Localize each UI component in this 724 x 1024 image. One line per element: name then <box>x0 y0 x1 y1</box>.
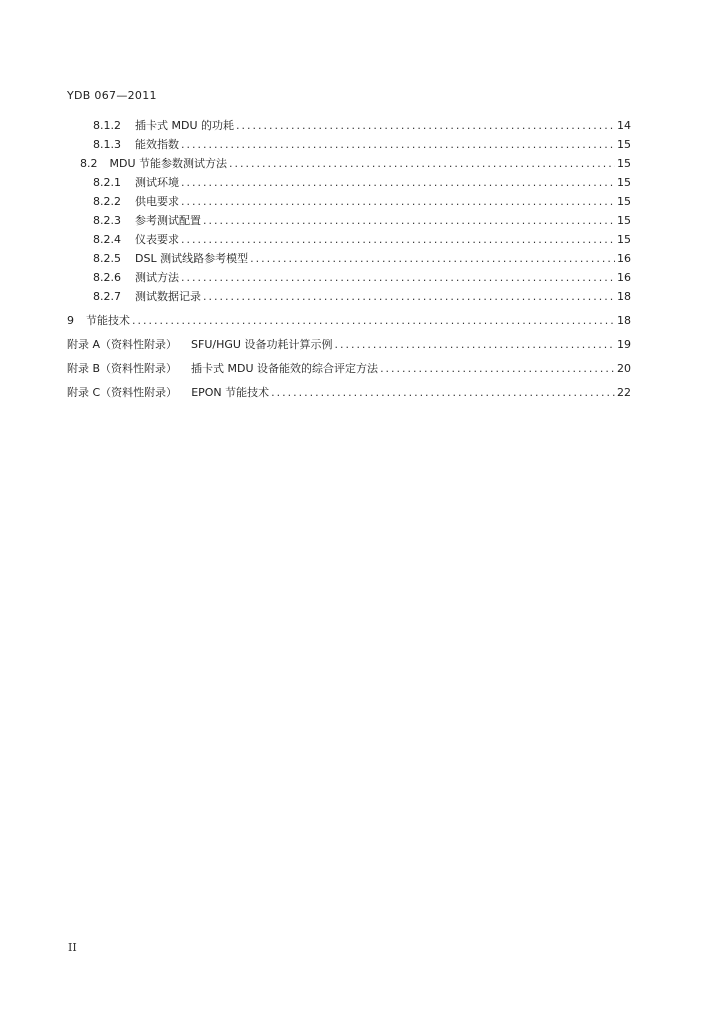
toc-leader-dots <box>181 194 615 210</box>
toc-entry-8-2-7[interactable] <box>93 289 631 305</box>
toc-entry-9[interactable] <box>67 313 631 329</box>
toc-entry-page: 16 <box>617 252 631 265</box>
toc-entry-page: 18 <box>617 314 631 327</box>
toc-entry-number: 附录 B（资料性附录） <box>67 362 178 375</box>
toc-entry-number: 8.2.1 <box>93 176 121 189</box>
toc-entry-number: 附录 A（资料性附录） <box>67 338 178 351</box>
toc-entry-8-2-4[interactable] <box>93 232 631 248</box>
toc-entry-8-2[interactable] <box>80 156 631 172</box>
toc-leader-dots <box>203 289 615 305</box>
toc-entry-page: 16 <box>617 271 631 284</box>
toc-leader-dots <box>181 137 615 153</box>
toc-leader-dots <box>181 175 615 191</box>
toc-entry-appendix-c[interactable] <box>67 385 631 401</box>
toc-entry-title: EPON 节能技术 <box>191 386 270 399</box>
toc-leader-dots <box>236 118 615 134</box>
toc-entry-8-1-3[interactable] <box>93 137 631 153</box>
toc-entry-title: 插卡式 MDU 的功耗 <box>135 119 235 132</box>
toc-leader-dots <box>203 213 615 229</box>
toc-entry-number: 8.1.3 <box>93 138 121 151</box>
toc-entry-page: 22 <box>617 386 631 399</box>
toc-entry-title: 供电要求 <box>135 195 179 208</box>
toc-entry-title: 节能技术 <box>86 314 130 327</box>
page-number-footer: II <box>68 941 77 954</box>
toc-entry-number: 8.2 <box>80 157 98 170</box>
toc-leader-dots <box>229 156 615 172</box>
toc-entry-8-2-3[interactable] <box>93 213 631 229</box>
toc-leader-dots <box>181 232 615 248</box>
toc-entry-title: 仪表要求 <box>135 233 179 246</box>
toc-entry-number: 8.2.4 <box>93 233 121 246</box>
toc-entry-number: 8.2.2 <box>93 195 121 208</box>
toc-entry-number: 8.2.3 <box>93 214 121 227</box>
toc-entry-title: 能效指数 <box>135 138 179 151</box>
toc-entry-title: 插卡式 MDU 设备能效的综合评定方法 <box>191 362 379 375</box>
toc-entry-number: 附录 C（资料性附录） <box>67 386 178 399</box>
toc-entry-page: 15 <box>617 138 631 151</box>
toc-entry-number: 8.2.5 <box>93 252 121 265</box>
toc-entry-page: 14 <box>617 119 631 132</box>
toc-entry-8-2-6[interactable] <box>93 270 631 286</box>
toc-entry-8-2-2[interactable] <box>93 194 631 210</box>
toc-entry-page: 19 <box>617 338 631 351</box>
toc-entry-page: 15 <box>617 176 631 189</box>
toc-entry-title: DSL 测试线路参考模型 <box>135 252 249 265</box>
toc-entry-number: 8.2.7 <box>93 290 121 303</box>
toc-entry-number: 9 <box>67 314 74 327</box>
toc-leader-dots <box>334 337 615 353</box>
toc-leader-dots <box>380 361 615 377</box>
toc-entry-page: 15 <box>617 233 631 246</box>
toc-leader-dots <box>132 313 615 329</box>
toc-entry-title: 测试方法 <box>135 271 179 284</box>
toc-entry-page: 18 <box>617 290 631 303</box>
toc-entry-title: SFU/HGU 设备功耗计算示例 <box>191 338 333 351</box>
toc-entry-page: 20 <box>617 362 631 375</box>
toc-leader-dots <box>181 270 615 286</box>
toc-entry-page: 15 <box>617 157 631 170</box>
toc-entry-number: 8.2.6 <box>93 271 121 284</box>
toc-entry-8-1-2[interactable] <box>93 118 631 134</box>
document-code-header: YDB 067—2011 <box>67 89 157 102</box>
toc-entry-title: 测试环境 <box>135 176 179 189</box>
toc-entry-title: MDU 节能参数测试方法 <box>109 157 228 170</box>
toc-entry-page: 15 <box>617 214 631 227</box>
toc-leader-dots <box>250 251 615 267</box>
toc-leader-dots <box>271 385 615 401</box>
toc-entry-number: 8.1.2 <box>93 119 121 132</box>
toc-entry-page: 15 <box>617 195 631 208</box>
toc-entry-appendix-b[interactable] <box>67 361 631 377</box>
toc-entry-8-2-5[interactable] <box>93 251 631 267</box>
toc-entry-appendix-a[interactable] <box>67 337 631 353</box>
toc-entry-8-2-1[interactable] <box>93 175 631 191</box>
toc-entry-title: 测试数据记录 <box>135 290 201 303</box>
toc-entry-title: 参考测试配置 <box>135 214 201 227</box>
